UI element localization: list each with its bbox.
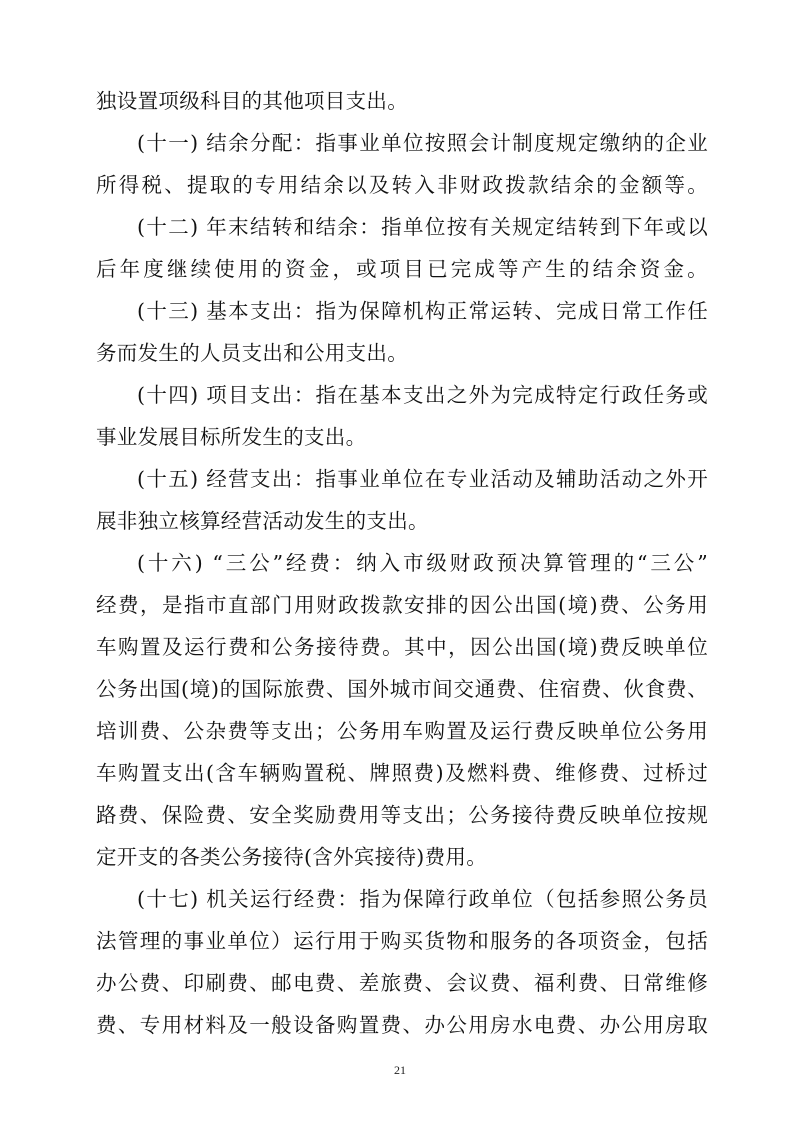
- text-line: (十七) 机关运行经费：指为保障行政单位（包括参照公务员: [137, 887, 708, 911]
- text-line: 独设置项级科目的其他项目支出。: [96, 89, 408, 113]
- text-line: 法管理的事业单位）运行用于购买货物和服务的各项资金，包括: [96, 929, 708, 953]
- text-line: 定开支的各类公务接待(含外宾接待)费用。: [96, 845, 487, 869]
- text-line: 费、专用材料及一般设备购置费、办公用房水电费、办公用房取: [96, 1013, 708, 1037]
- body-text: [96, 80, 708, 1046]
- text-line: 所得税、提取的专用结余以及转入非财政拨款结余的金额等。: [96, 173, 708, 197]
- text-line: 务而发生的人员支出和公用支出。: [96, 341, 408, 365]
- text-line: 展非独立核算经营活动发生的支出。: [96, 509, 429, 533]
- text-line: (十五) 经营支出：指事业单位在专业活动及辅助活动之外开: [137, 467, 708, 491]
- text-line: 车购置支出(含车辆购置税、牌照费)及燃料费、维修费、过桥过: [96, 761, 708, 785]
- text-line: (十六) “三公”经费：纳入市级财政预决算管理的“三公”: [137, 551, 708, 575]
- text-line: 公务出国(境)的国际旅费、国外城市间交通费、住宿费、伙食费、: [96, 677, 708, 701]
- page-number: 21: [394, 1063, 406, 1077]
- text-line: 后年度继续使用的资金，或项目已完成等产生的结余资金。: [96, 257, 708, 281]
- text-line: (十二) 年末结转和结余：指单位按有关规定结转到下年或以: [137, 215, 708, 239]
- text-line: 事业发展目标所发生的支出。: [96, 425, 367, 449]
- text-line: 培训费、公杂费等支出；公务用车购置及运行费反映单位公务用: [96, 719, 708, 743]
- text-line: 经费，是指市直部门用财政拨款安排的因公出国(境)费、公务用: [96, 593, 708, 617]
- text-line: (十三) 基本支出：指为保障机构正常运转、完成日常工作任: [137, 299, 708, 323]
- text-line: 车购置及运行费和公务接待费。其中，因公出国(境)费反映单位: [96, 635, 708, 659]
- text-line: 路费、保险费、安全奖励费用等支出；公务接待费反映单位按规: [96, 803, 708, 827]
- text-line: (十四) 项目支出：指在基本支出之外为完成特定行政任务或: [137, 383, 708, 407]
- text-line: (十一) 结余分配：指事业单位按照会计制度规定缴纳的企业: [137, 131, 708, 155]
- text-line: 办公费、印刷费、邮电费、差旅费、会议费、福利费、日常维修: [96, 971, 708, 995]
